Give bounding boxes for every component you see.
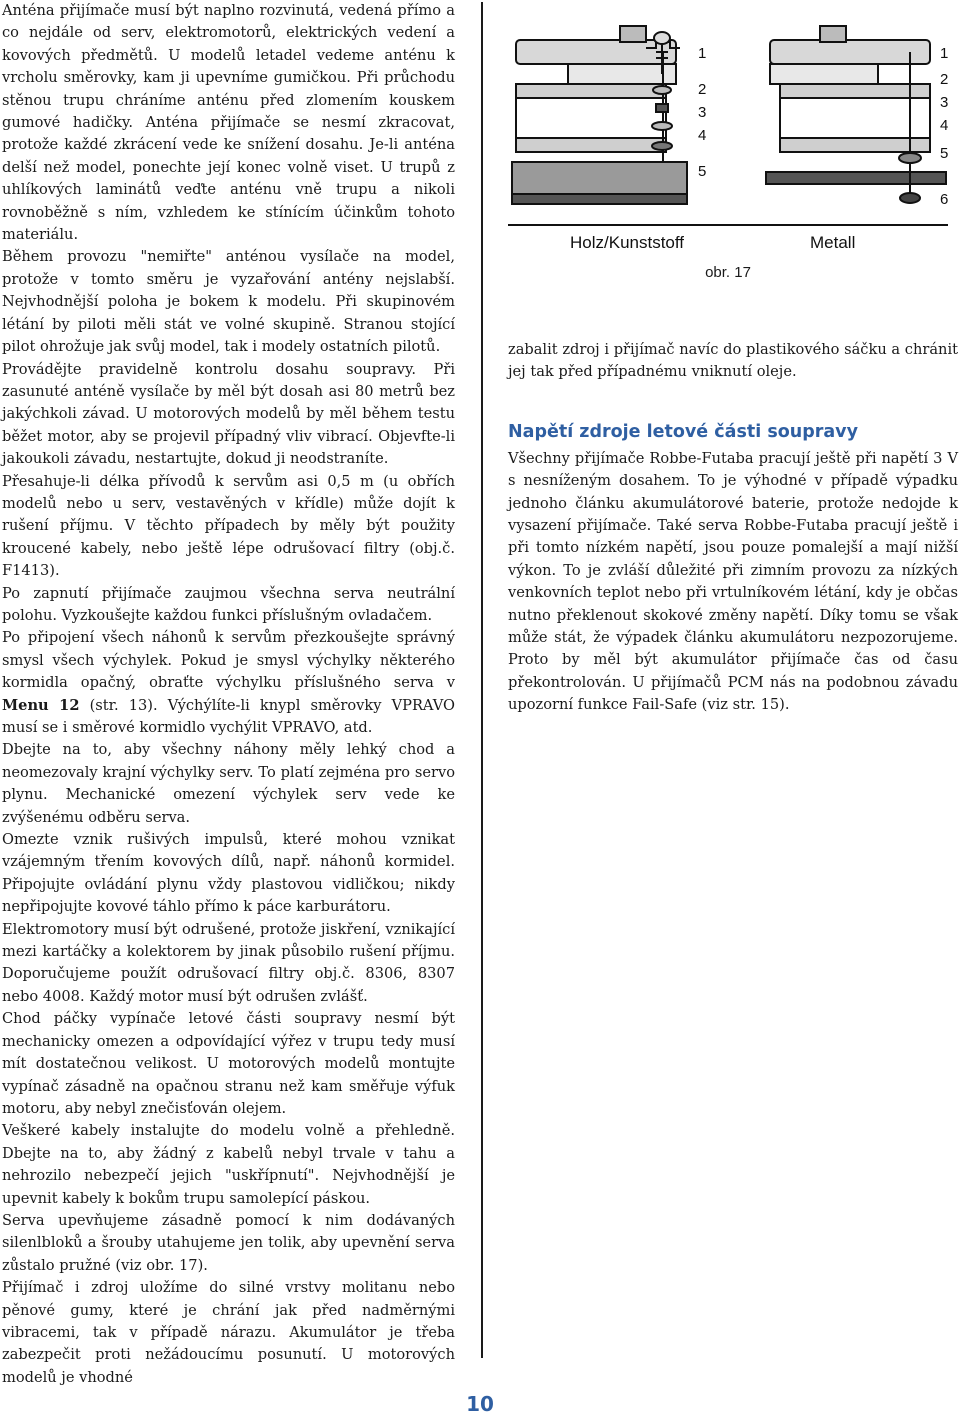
paragraph: Všechny přijímače Robbe-Futaba pracují ještě při napětí 3 V s nesníženým dosahem. To je výhodné v případě výpadku jednoho článku akumulátorové baterie, protože nedojde k vysazení přijímače. Také serva Robbe-Futaba pracují ještě i při tomto nízkém napětí, jsou pouze pomalejší a mají nižší výkon. To je zvláší důležité při zimním provozu za nízkých venkovních teplot nebo při vrtulníkovém létání, kdy je občas nutno překlenout skokové změny napětí. Díky tomu se však může stát, že výpadek článku akumulátoru nezpozorujeme. Proto by měl být akumulátor přijímače čas od času překontrolován. U přijímačů PCM nás na podobnou závadu upozorní funkce Fail-Safe (viz str. 15). — [508, 449, 958, 714]
part-number: 5 — [698, 163, 707, 180]
part-number: 5 — [940, 145, 949, 162]
label-wood-plastic: Holz/Kunststoff — [570, 233, 685, 252]
paragraph: Dbejte na to, aby všechny náhony měly lehký chod a neomezovaly krajní výchylky serv. To platí zejména pro servo plynu. Mechanické omezení výchylek serv vede ke zvýšenému odběru serva. — [2, 741, 455, 826]
label-metal: Metall — [810, 233, 856, 252]
left-column — [2, 0, 455, 1389]
figure-caption: obr. 17 — [705, 264, 751, 281]
part-number: 2 — [698, 81, 707, 98]
part-number: 3 — [940, 94, 949, 111]
paragraph-menu-reference — [2, 627, 455, 739]
paragraph: Elektromotory musí být odrušené, protože jiskření, vznikající mezi kartáčky a kolektorem by jinak působilo rušení příjmu. Doporučujeme použít odrušovací filtry obj.č. 8306, 8307 nebo 4008. Každý motor musí být odrušen zvlášť. — [2, 920, 455, 1005]
page-number: 10 — [466, 1392, 494, 1416]
paragraph-text: (str. 13). Výchýlíte-li knypl směrovky VPRAVO musí se i směrové kormidlo vychýlit VPRAVO, atd. — [2, 696, 455, 736]
paragraph: Po zapnutí přijímače zaujmou všechna serva neutrální polohu. Vyzkoušejte každou funkci příslušným ovladačem. — [2, 584, 455, 624]
part-number: 2 — [940, 71, 949, 88]
right-text — [508, 339, 958, 717]
menu-reference: Menu 12 — [2, 696, 80, 714]
part-number: 1 — [698, 45, 707, 62]
column-divider — [481, 2, 483, 1358]
paragraph: Během provozu "nemiřte" anténou vysílače na model, protože v tomto směru je vyzařování antény nejslabší. Nejvhodnější poloha je bokem k modelu. Při skupinovém létání by piloti měli stát ve volné skupině. Stranou stojící pilot ohrožuje jak svůj model, tak i modely ostatních pilotů. — [2, 248, 455, 356]
paragraph: Serva upevňujeme zásadně pomocí k nim dodávaných silenlbloků a šrouby utahujeme jen tolik, aby upevnění serva zůstalo pružné (viz obr. 17). — [2, 1211, 455, 1274]
part-number: 3 — [698, 104, 707, 121]
paragraph: Provádějte pravidelně kontrolu dosahu soupravy. Při zasunuté anténě vysílače by měl být dosah asi 80 metrů bez jakýchkoli závad. U motorových modelů by měl během testu běžet motor, aby se projevil případný vliv vibrací. Objevfte-li jakoukoli závadu, nestartujte, dokud ji neodstraníte. — [2, 360, 455, 468]
part-number: 1 — [940, 45, 949, 62]
paragraph: Přijímač i zdroj uložíme do silné vrstvy molitanu nebo pěnové gumy, které je chrání jak před nadměrnými vibracemi, tak v případě nárazu. Akumulátor je třeba zabezpečit proti nežádoucímu posunutí. U motorových modelů je vhodné — [2, 1279, 455, 1386]
paragraph: Anténa přijímače musí být naplno rozvinutá, vedená přímo a co nejdále od serv, elektromotorů, elektrických vedení a kovových předmětů. U modelů letadel vedeme anténu k vrcholu směrovky, kam ji upevníme gumičkou. Při průchodu stěnou trupu chráníme anténu před zlomením kouskem gumové hadičky. Anténa přijímače se nesmí zkracovat, protože každé zkrácení vede ke snížení dosahu. Je-li anténa delší než model, ponechte její konec volně viset. U trupů z uhlíkových laminátů veďte anténu vně trupu a nikoli rovnoběžně s ním, vzhledem ke stínícím účinkům tohoto materiálu. — [2, 2, 455, 244]
paragraph: Chod páčky vypínače letové části soupravy nesmí být mechanicky omezen a odpovídající výřez v trupu tedy musí mít dostatečnou velikost. U motorových modelů montujte vypínač zásadně na opačnou stranu než kam směřuje výfuk motoru, aby nebyl znečisťován olejem. — [2, 1010, 455, 1117]
part-number: 6 — [940, 191, 949, 208]
paragraph: Přesahuje-li délka přívodů k servům asi 0,5 m (u obřích modelů nebo u serv, vestavěných v křídle) může dojít k rušení příjmu. V těchto případech by měly být použity kroucené kabely, nebo ještě lépe odrušovací filtry (obj.č. F1413). — [2, 472, 455, 580]
servo-mount-metal — [766, 26, 949, 203]
paragraph: zabalit zdroj i přijímač navíc do plastikového sáčku a chránit jej tak před případnému vniknutí oleje. — [508, 341, 958, 381]
servo-mounting-figure — [508, 22, 958, 284]
part-number: 4 — [940, 117, 949, 134]
paragraph: Veškeré kabely instalujte do modelu volně a přehledně. Dbejte na to, aby žádný z kabelů nebyl trvale v tahu a nehrozilo nebezpečí jejich "uskřípnutí". Nejvhodnější je upevnit kabely k bokům trupu samolepící páskou. — [2, 1122, 455, 1207]
paragraph: Omezte vznik rušivých impulsů, které mohou vznikat vzájemným třením kovových dílů, např. náhonů kormidel. Připojujte ovládání plynu vždy plastovou vidličkou; nikdy nepřipojujte kovové táhlo přímo k páce karburátoru. — [2, 831, 455, 916]
section-heading: Napětí zdroje letové části soupravy — [508, 421, 858, 442]
paragraph-text: Po připojení všech náhonů k servům přezkoušejte správný smysl všech výchylek. Pokud je smysl výchylky některého kormidla opačný, obraťte výchylku příslušného serva v — [2, 629, 455, 692]
part-number: 4 — [698, 127, 707, 144]
